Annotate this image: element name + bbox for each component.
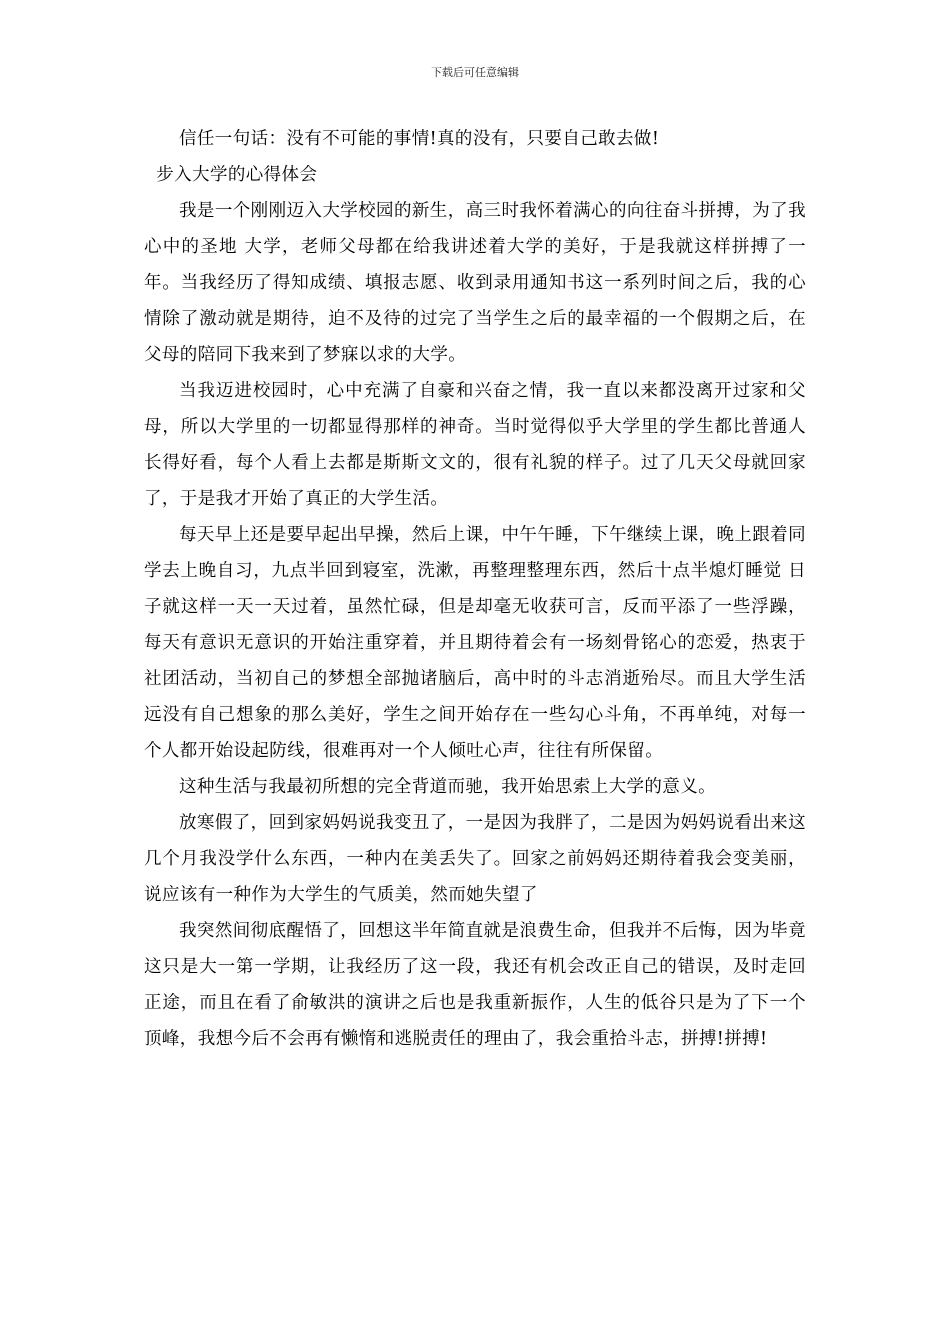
document-body — [144, 121, 806, 1057]
body-paragraph: 我是一个刚刚迈入大学校园的新生，高三时我怀着满心的向往奋斗拼搏，为了我心中的圣地 大学，老师父母都在给我讲述着大学的美好，于是我就这样拼搏了一年。当我经历了得知成绩、填报志愿、收到录用通知书这一系列时间之后，我的心情除了激动就是期待，迫不及待的过完了当学生之后的最幸福的一个假期之后，在父母的陪同下我来到了梦寐以求的大学。 — [144, 201, 806, 365]
body-paragraph: 每天早上还是要早起出早操，然后上课，中午午睡，下午继续上课，晚上跟着同学去上晚自习，九点半回到寝室，洗漱，再整理整理东西，然后十点半熄灯睡觉 日子就这样一天一天过着，虽然忙碌，但是却毫无收获可言，反而平添了一些浮躁，每天有意识无意识的开始注重穿着，并且期待着会有一场刻骨铭心的恋爱，热衷于社团活动，当初自己的梦想全部抛诸脑后，高中时的斗志消逝殆尽。而且大学生活远没有自己想象的那么美好，学生之间开始存在一些勾心斗角，不再单纯，对每一个人都开始设起防线，很难再对一个人倾吐心声，往往有所保留。 — [144, 525, 806, 761]
body-paragraph: 我突然间彻底醒悟了，回想这半年简直就是浪费生命，但我并不后悔，因为毕竟这只是大一第一学期，让我经历了这一段，我还有机会改正自己的错误，及时走回正途，而且在看了俞敏洪的演讲之后也是我重新振作，人生的低谷只是为了下一个顶峰，我想今后不会再有懒惰和逃脱责任的理由了，我会重拾斗志，拼搏!拼搏! — [144, 921, 806, 1049]
document-title: 步入大学的心得体会 — [156, 165, 318, 185]
body-paragraph: 这种生活与我最初所想的完全背道而驰，我开始思索上大学的意义。 — [179, 777, 716, 797]
motto-paragraph: 信任一句话：没有不可能的事情!真的没有，只要自己敢去做! — [179, 129, 660, 149]
page-header: 下载后可任意编辑 — [431, 66, 519, 79]
body-paragraph: 当我迈进校园时，心中充满了自豪和兴奋之情，我一直以来都没离开过家和父母，所以大学里的一切都显得那样的神奇。当时觉得似乎大学里的学生都比普通人长得好看，每个人看上去都是斯斯文文的，很有礼貌的样子。过了几天父母就回家了，于是我才开始了真正的大学生活。 — [144, 381, 806, 509]
body-paragraph: 放寒假了，回到家妈妈说我变丑了，一是因为我胖了，二是因为妈妈说看出来这几个月我没学什么东西，一种内在美丢失了。回家之前妈妈还期待着我会变美丽，说应该有一种作为大学生的气质美，然而她失望了 — [144, 813, 806, 905]
